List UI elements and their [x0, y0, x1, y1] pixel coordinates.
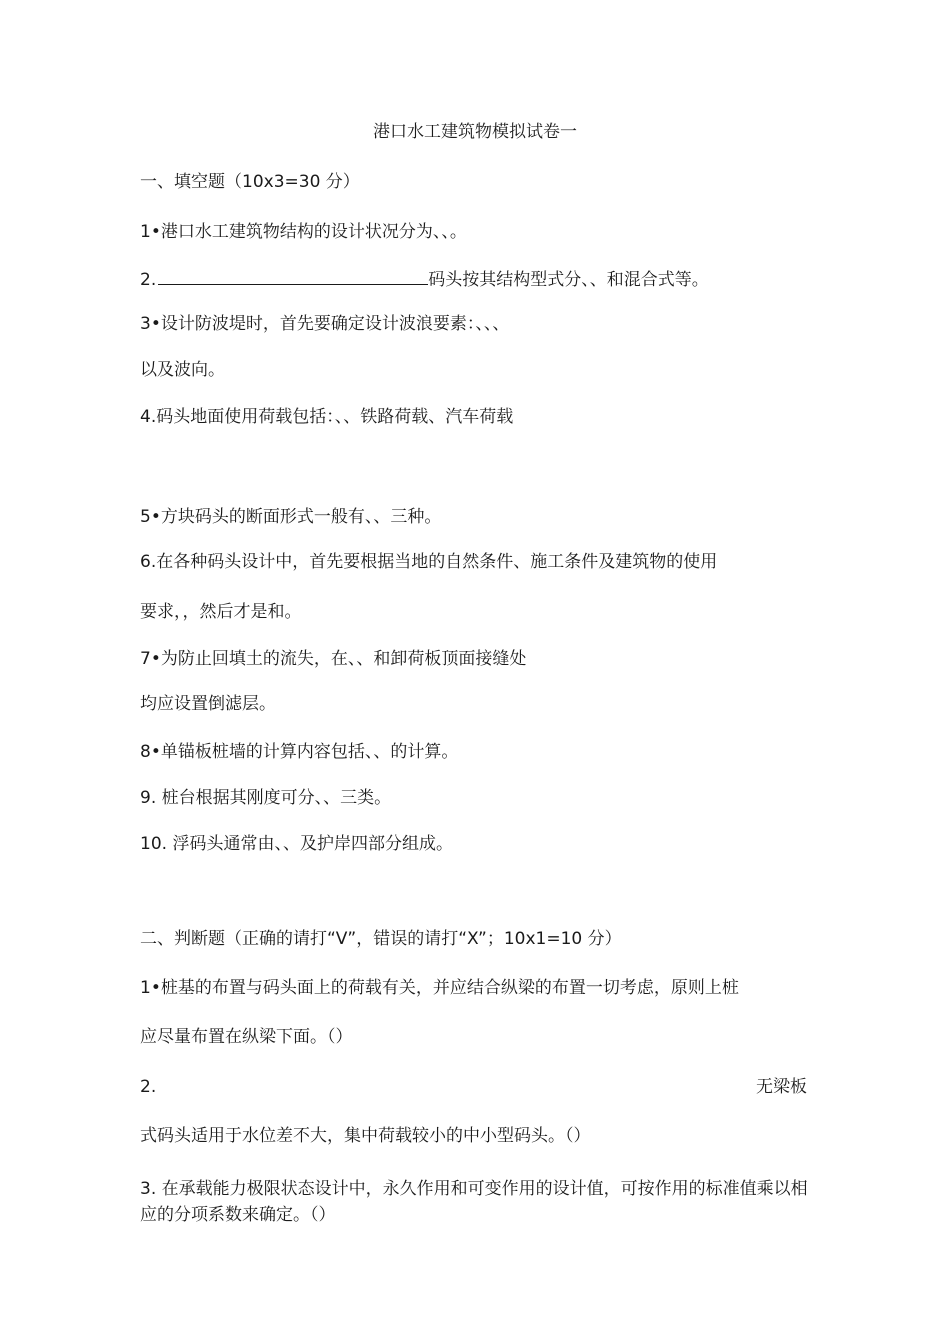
question-1-7-line1: 7•为防止回填土的流失，在、、和卸荷板顶面接缝处 — [140, 649, 527, 669]
question-2-2-line2: 式码头适用于水位差不大，集中荷载较小的中小型码头。（） — [140, 1126, 591, 1146]
question-1-9: 9. 桩台根据其刚度可分、、三类。 — [140, 788, 392, 808]
question-1-8: 8•单锚板桩墙的计算内容包括、、的计算。 — [140, 742, 459, 762]
question-2-3: 3. 在承载能力极限状态设计中，永久作用和可变作用的设计值，可按作用的标准值乘以相应的分项系数来确定。（） — [140, 1179, 808, 1225]
question-1-3-line1: 3•设计防波堤时，首先要确定设计波浪要素：、、、 — [140, 314, 510, 334]
question-1-5: 5•方块码头的断面形式一般有、、三种。 — [140, 507, 442, 527]
question-2-1-line2: 应尽量布置在纵梁下面。（） — [140, 1027, 353, 1047]
question-1-2 — [140, 266, 709, 292]
question-1-1: 1•港口水工建筑物结构的设计状况分为、、。 — [140, 222, 467, 242]
question-1-3-line2: 以及波向。 — [140, 360, 225, 380]
question-1-4: 4.码头地面使用荷载包括：、、铁路荷载、汽车荷载 — [140, 407, 514, 427]
question-1-10: 10. 浮码头通常由、、及护岸四部分组成。 — [140, 834, 453, 854]
question-2-1-line1: 1•桩基的布置与码头面上的荷载有关，并应结合纵梁的布置一切考虑，原则上桩 — [140, 978, 739, 998]
section2-heading: 二、判断题（正确的请打“V”，错误的请打“X”；10x1=10 分） — [140, 929, 622, 949]
question-2-2-number: 2. — [140, 1077, 157, 1097]
question-1-6-line2: 要求，，然后才是和。 — [140, 602, 302, 622]
section1-heading: 一、填空题（10x3=30 分） — [140, 172, 360, 192]
question-2-2-right-text: 无梁板 — [756, 1077, 807, 1097]
question-1-2-text: 码头按其结构型式分、、和混合式等。 — [428, 270, 709, 290]
question-1-2-number: 2. — [140, 270, 157, 290]
page-title: 港口水工建筑物模拟试卷一 — [373, 122, 577, 142]
question-1-6-line1: 6.在各种码头设计中，首先要根据当地的自然条件、施工条件及建筑物的使用 — [140, 552, 718, 572]
question-1-7-line2: 均应设置倒滤层。 — [140, 694, 276, 714]
answer-blank[interactable] — [158, 266, 428, 285]
